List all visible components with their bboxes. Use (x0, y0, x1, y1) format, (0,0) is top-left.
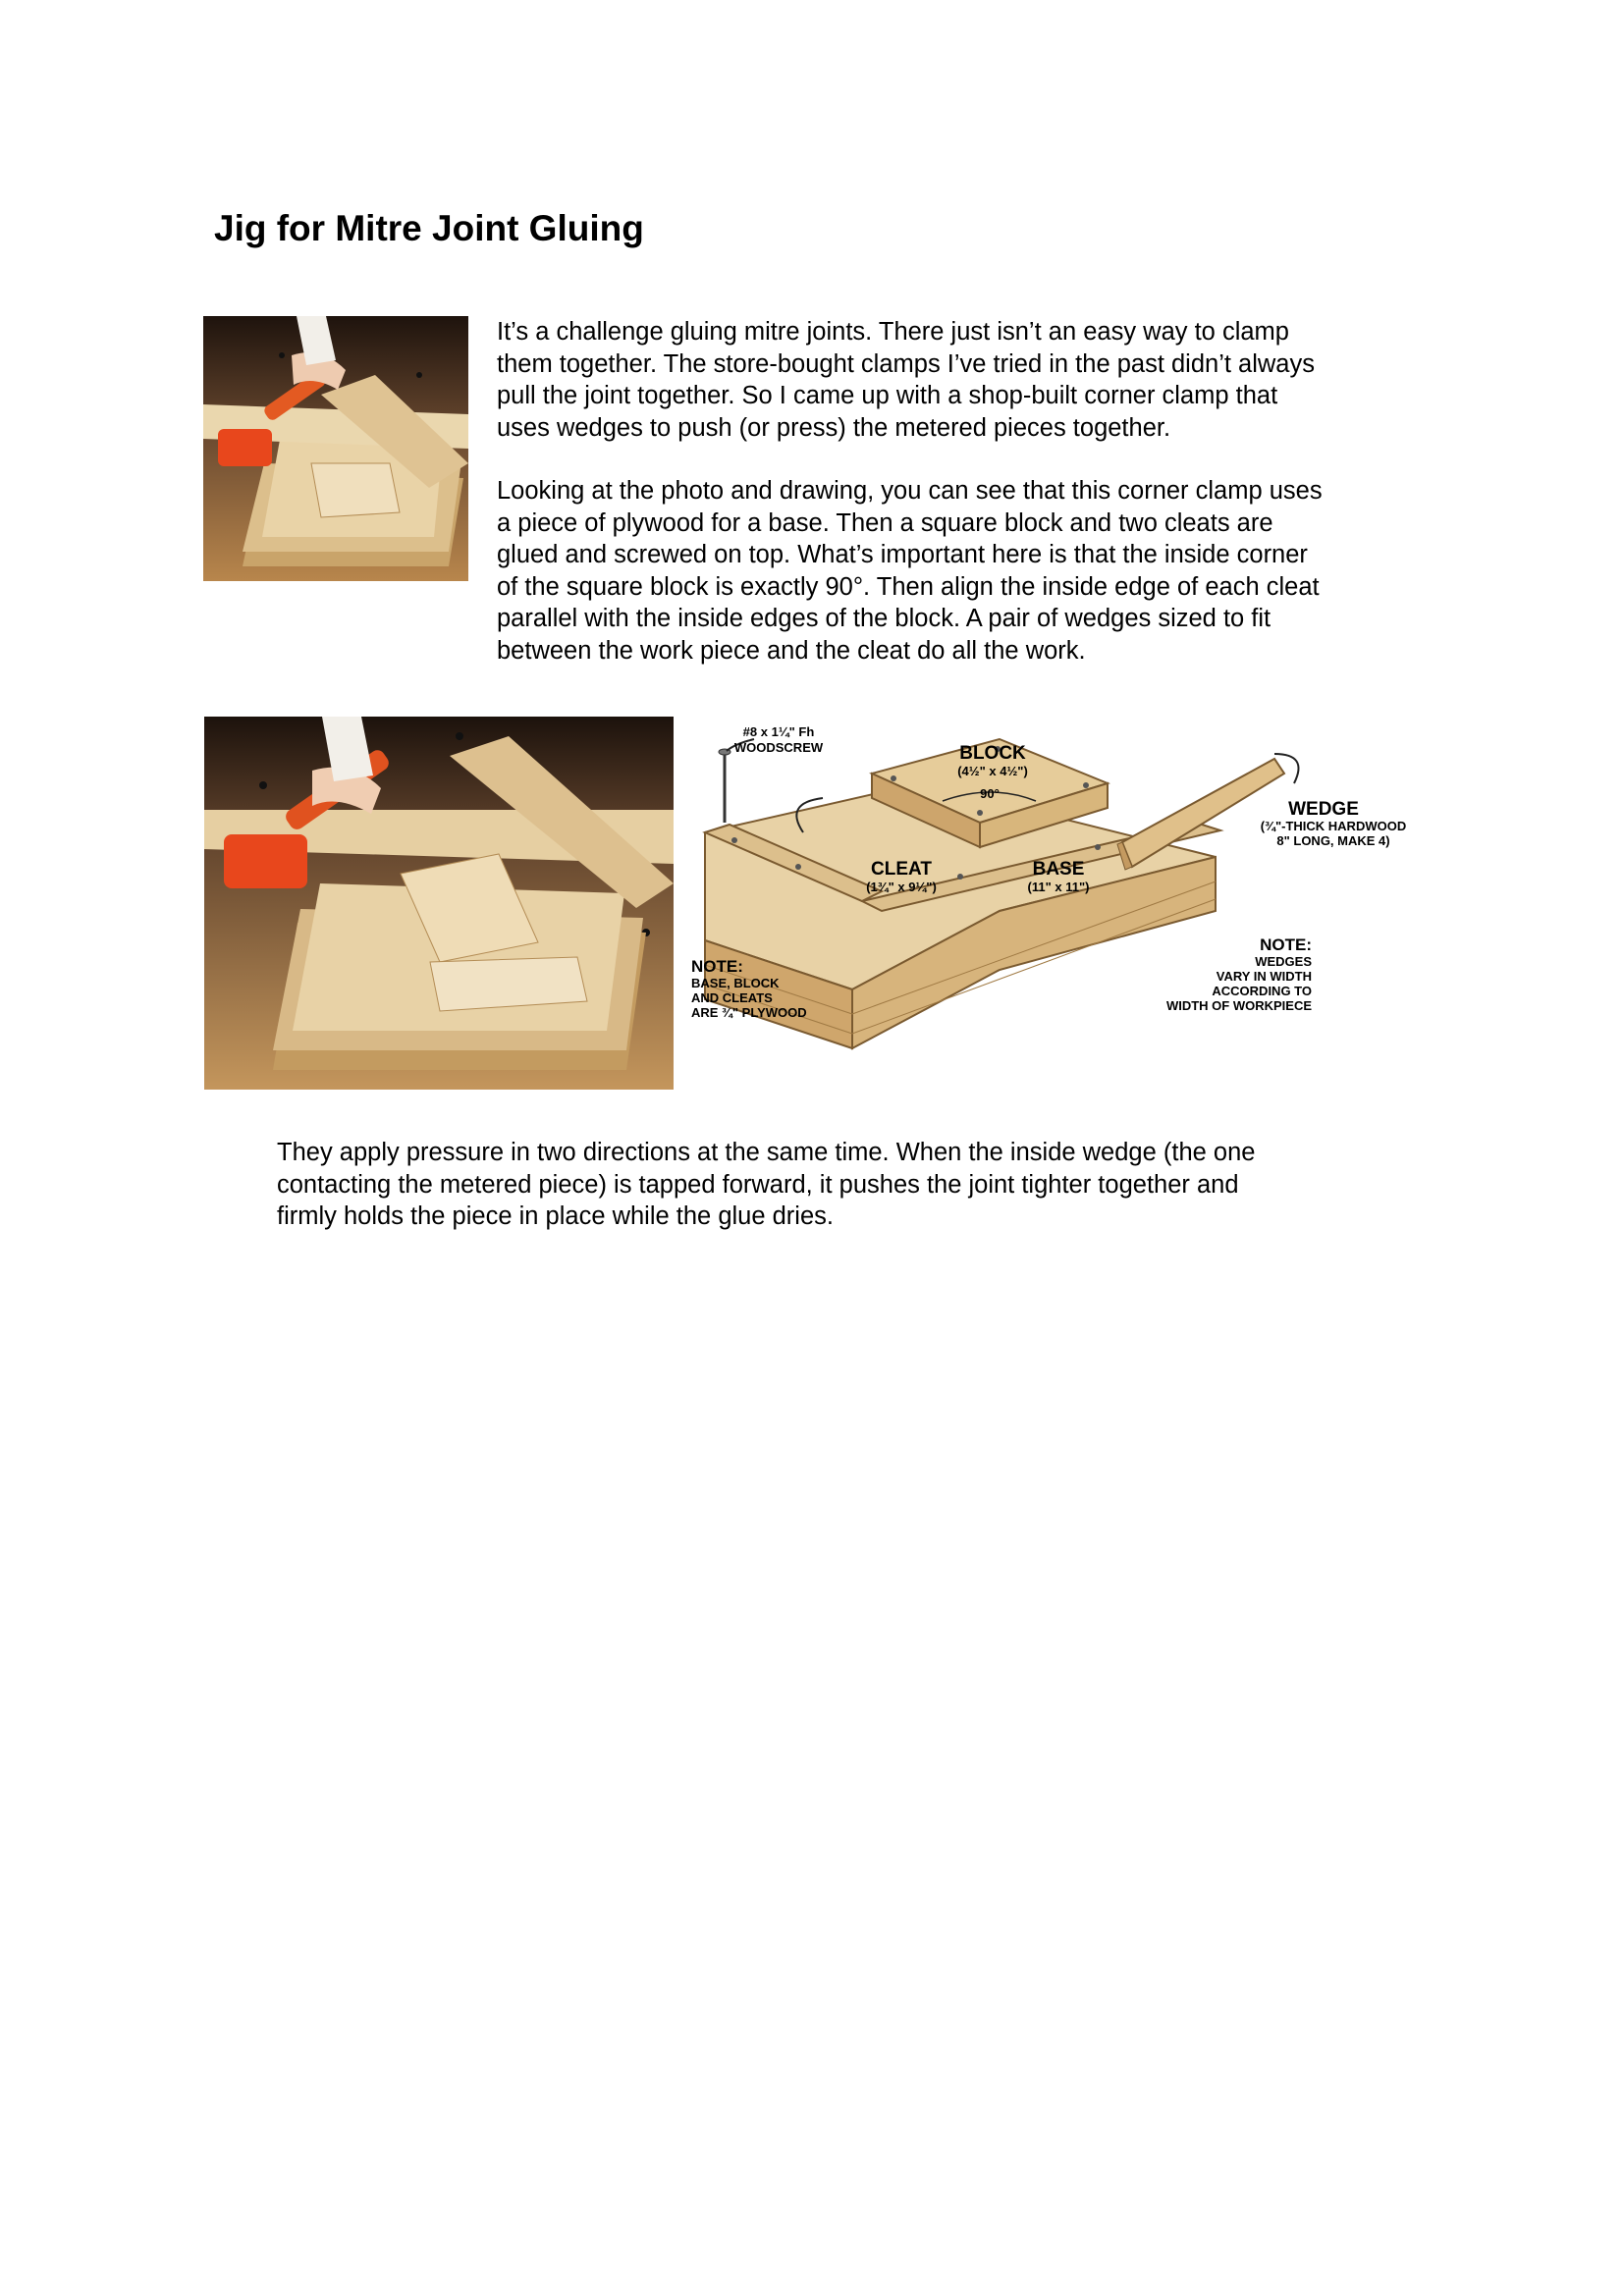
note-right-line: WEDGES (1255, 954, 1312, 969)
text-line: Looking at the photo and drawing, you can see that this corner clamp uses (497, 477, 1323, 505)
note-right-heading: NOTE: (1260, 935, 1312, 954)
note-left-line: BASE, BLOCK (691, 976, 780, 990)
note-right-line: VARY IN WIDTH (1216, 969, 1312, 984)
wedge-piece (1122, 759, 1284, 867)
intro-paragraph (497, 316, 1439, 444)
text-line: them together. The store-bought clamps I’ve tried in the past didn’t always (497, 349, 1315, 378)
note-left-line: AND CLEATS (691, 990, 773, 1005)
base-size-label: (11" x 11") (1027, 880, 1090, 894)
page-title: Jig for Mitre Joint Gluing (214, 208, 644, 248)
text-line: glued and screwed on top. What’s important here is that the inside corner (497, 541, 1308, 568)
angle-label: 90° (980, 786, 1000, 801)
block-size-label: (4½" x 4½") (957, 764, 1028, 778)
closing-paragraph (277, 1137, 1377, 1233)
text-line: It’s a challenge gluing mitre joints. There just isn’t an easy way to clamp (497, 318, 1289, 346)
note-left-heading: NOTE: (691, 957, 743, 976)
cleat-size-label: (1¾" x 9¼") (866, 880, 937, 894)
note-right-line: ACCORDING TO (1212, 984, 1312, 998)
text-line: uses wedges to push (or press) the metered pieces together. (497, 413, 1171, 442)
note-right-line: WIDTH OF WORKPIECE (1165, 998, 1312, 1013)
text-line: of the square block is exactly 90°. Then align the inside edge of each cleat (497, 572, 1320, 601)
wedge-label: WEDGE (1288, 799, 1359, 820)
screw-label-line1: #8 x 1¼" Fh (742, 724, 815, 739)
description-paragraph (497, 475, 1439, 667)
note-left-line: ARE ¾" PLYWOOD (691, 1005, 807, 1020)
text-line: between the work piece and the cleat do all the work. (497, 636, 1086, 665)
wedge-detail-line1: (¾"-THICK HARDWOOD (1260, 819, 1407, 833)
text-line: pull the joint together. So I came up with a shop-built corner clamp that (497, 382, 1278, 409)
clamp-photo-small (203, 316, 468, 581)
clamp-drawing (685, 715, 1422, 1097)
clamp-photo-large (204, 717, 674, 1090)
text-line: They apply pressure in two directions at the same time. When the inside wedge (the one (277, 1139, 1256, 1166)
screw-label-line2: WOODSCREW (733, 740, 824, 755)
text-line: firmly holds the piece in place while the glue dries. (277, 1202, 834, 1230)
block-label: BLOCK (959, 743, 1026, 764)
text-line: a piece of plywood for a base. Then a square block and two cleats are (497, 508, 1273, 537)
base-label: BASE (1032, 859, 1085, 880)
text-line: contacting the metered piece) is tapped forward, it pushes the joint tighter together and (277, 1170, 1239, 1199)
wedge-detail-line2: 8" LONG, MAKE 4) (1276, 833, 1390, 848)
text-line: parallel with the inside edges of the block. A pair of wedges sized to fit (497, 605, 1271, 632)
cleat-label: CLEAT (871, 859, 932, 880)
